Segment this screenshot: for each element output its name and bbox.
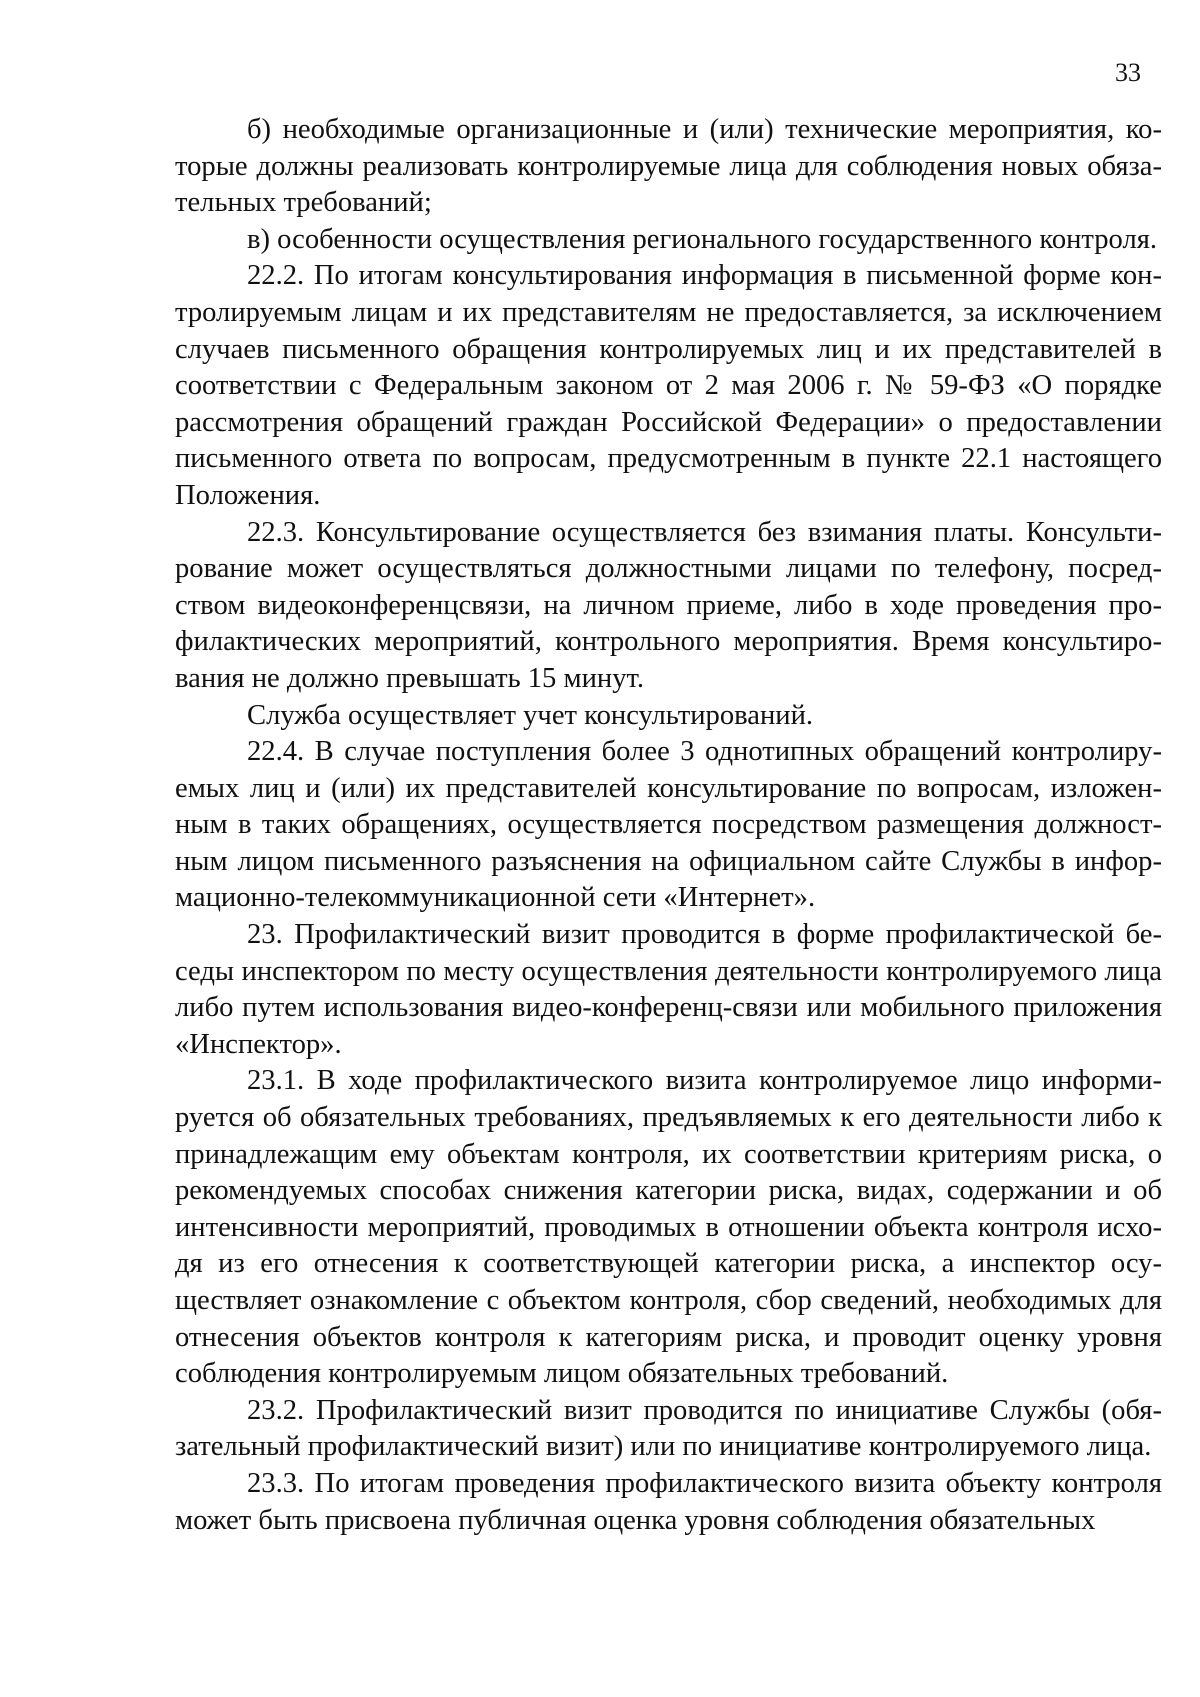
paragraph: 23.1. В ходе профилактического визита контролируемое лицо информируется об обязательных требованиях, предъявляемых к его деятельности либо к принадлежащим ему объектам контроля, их соответствии критериям риска, о рекомендуемых способах снижения категории риска, видах, содержании и об интенсивности мероприятий, проводимых в отношении объекта контроля исходя из его отнесения к соответствующей категории риска, а инспектор осуществляет ознакомление с объектом контроля, сбор сведений, необходимых для отнесения объектов контроля к категориям риска, и проводит оценку уровня соблюдения контролируемым лицом обязательных требований.: [175, 1065, 1162, 1390]
paragraph: 23.3. По итогам проведения профилактического визита объекту контроля может быть присвоена публичная оценка уровня соблюдения обязательных: [175, 1467, 1162, 1536]
paragraph: 22.3. Консультирование осуществляется без взимания платы. Консультирование может осуществляться должностными лицами по телефону, посредством видеоконференцсвязи, на личном приеме, либо в ходе проведения профилактических мероприятий, контрольного мероприятия. Время консультирования не должно превышать 15 минут.: [175, 516, 1162, 694]
paragraph: Служба осуществляет учет консультирований.: [247, 699, 814, 731]
paragraph: 23. Профилактический визит проводится в форме профилактической беседы инспектором по месту осуществления деятельности контролируемого лица либо путем использования видео-конференц-связи или мобильного приложения «Инспектор».: [175, 919, 1162, 1060]
paragraph: б) необходимые организационные и (или) технические мероприятия, которые должны реализовать контролируемые лица для соблюдения новых обязательных требований;: [175, 114, 1162, 219]
document-body: [175, 112, 1162, 1539]
paragraph: 23.2. Профилактический визит проводится по инициативе Службы (обязательный профилактический визит) или по инициативе контролируемого лица.: [175, 1394, 1162, 1463]
page-number: 33: [1115, 58, 1141, 87]
paragraph: 22.2. По итогам консультирования информация в письменной форме контролируемым лицам и их представителям не предоставляется, за исключением случаев письменного обращения контролируемых лиц и их представителей в соответствии с Федеральным законом от 2 мая 2006 г. № 59-ФЗ «О порядке рассмотрения обращений граждан Российской Федерации» о предоставлении письменного ответа по вопросам, предусмотренным в пункте 22.1 настоящего Положения.: [175, 260, 1162, 511]
paragraph: 22.4. В случае поступления более 3 однотипных обращений контролируемых лиц и (или) их представителей консультирование по вопросам, изложенным в таких обращениях, осуществляется посредством размещения должностным лицом письменного разъяснения на официальном сайте Службы в информационно-телекоммуникационной сети «Интернет».: [175, 736, 1162, 914]
paragraph: в) особенности осуществления регионального государственного контроля.: [247, 223, 1158, 255]
